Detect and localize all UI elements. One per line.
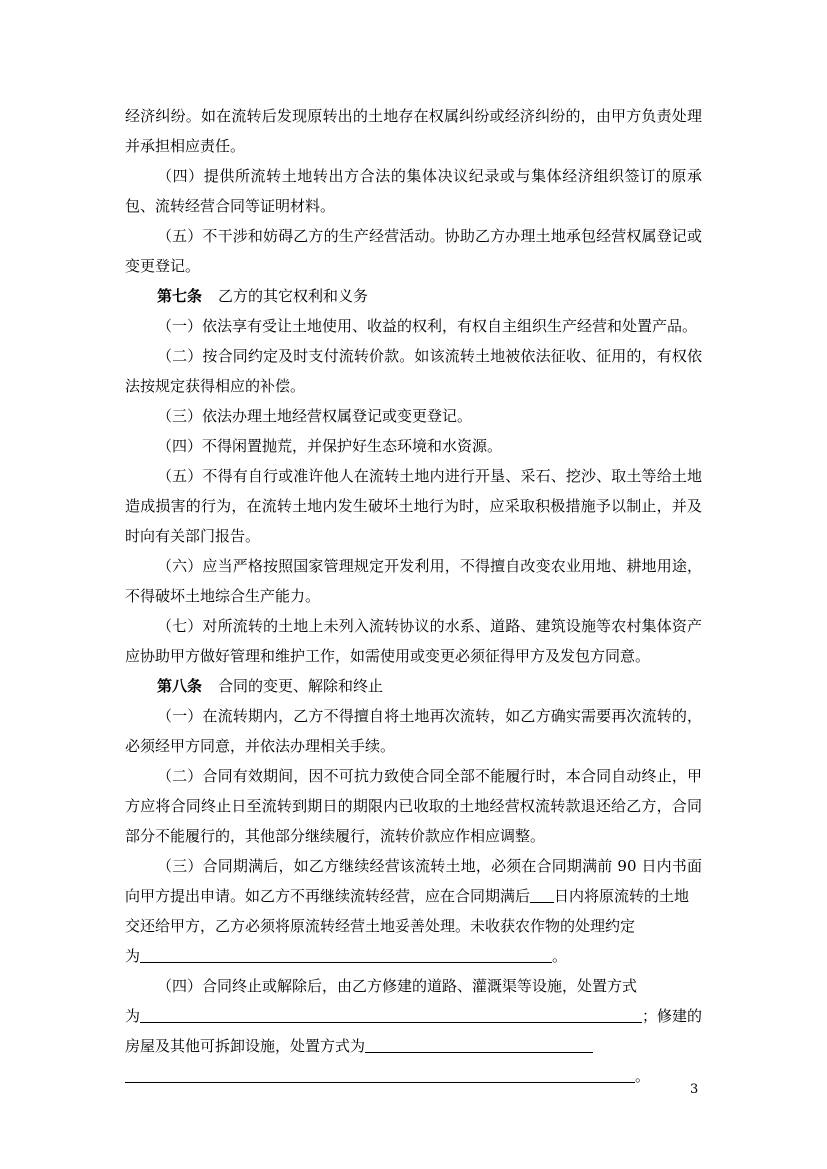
paragraph-line: 应协助甲方做好管理和维护工作，如需使用或变更必须征得甲方及发包方同意。 [125, 647, 651, 665]
line-text: 为 [125, 947, 141, 965]
paragraph-line: 时向有关部门报告。 [125, 527, 261, 545]
article-heading [157, 674, 702, 698]
line-text: 。 [552, 947, 568, 965]
paragraph-line: 方应将合同终止日至流转到期日的期限内已收取的土地经营权流转款退还给乙方，合同 [125, 797, 702, 815]
paragraph-line: 部分不能履行的，其他部分继续履行，流转价款应作相应调整。 [125, 827, 546, 845]
article-number: 第八条 [157, 677, 203, 695]
paragraph-line: （一）在流转期内，乙方不得擅自将土地再次流转，如乙方确实需要再次流转的， [157, 707, 702, 725]
paragraph-line [125, 1004, 702, 1028]
paragraph-line: （四）不得闲置抛荒，并保护好生态环境和水资源。 [157, 437, 503, 455]
paragraph-line: 包、流转经营合同等证明材料。 [125, 197, 336, 215]
article-title: 合同的变更、解除和终止 [218, 677, 384, 695]
days-blank-field[interactable] [530, 886, 554, 903]
paragraph-line [125, 1034, 702, 1058]
line-text: 向甲方提出申请。如乙方不再继续流转经营，应在合同期满后 [125, 887, 531, 905]
paragraph-line: （六）应当严格按照国家管理规定开发利用，不得擅自改变农业用地、耕地用途， [157, 557, 702, 575]
house-disposal-blank-field-continued[interactable] [125, 1066, 635, 1083]
line-text: 日内将原流转的土地 [554, 887, 690, 905]
paragraph-line: 不得破坏土地综合生产能力。 [125, 587, 321, 605]
paragraph-line: （五）不得有自行或准许他人在流转土地内进行开垦、采石、挖沙、取土等给土地 [157, 467, 702, 485]
facility-disposal-blank-field[interactable] [140, 1006, 642, 1023]
paragraph-line: （五）不干涉和妨碍乙方的生产经营活动。协助乙方办理土地承包经营权属登记或 [157, 227, 702, 245]
page-number: 3 [690, 1082, 699, 1097]
paragraph-line: 并承担相应责任。 [125, 137, 246, 155]
paragraph-line: 法按规定获得相应的补偿。 [125, 377, 306, 395]
paragraph-line [125, 1064, 702, 1088]
article-number: 第七条 [157, 287, 203, 305]
paragraph-line: 造成损害的行为，在流转土地内发生破坏土地行为时，应采取积极措施予以制止，并及 [125, 497, 702, 515]
article-title: 乙方的其它权利和义务 [218, 287, 369, 305]
paragraph-line [125, 944, 702, 968]
paragraph-line: （二）按合同约定及时支付流转价款。如该流转土地被依法征收、征用的，有权依 [157, 347, 702, 365]
paragraph-line: （一）依法享有受让土地使用、收益的权利，有权自主组织生产经营和处置产品。 [157, 317, 698, 335]
paragraph-line: （四）提供所流转土地转出方合法的集体决议纪录或与集体经济组织签订的原承 [157, 167, 702, 185]
paragraph-line: （二）合同有效期间，因不可抗力致使合同全部不能履行时，本合同自动终止，甲 [157, 767, 702, 785]
paragraph-line: （四）合同终止或解除后，由乙方修建的道路、灌溉渠等设施，处置方式 [157, 977, 638, 995]
house-disposal-blank-field[interactable] [365, 1036, 593, 1053]
paragraph-line: （三）依法办理土地经营权属登记或变更登记。 [157, 407, 473, 425]
paragraph-line: 经济纠纷。如在流转后发现原转出的土地存在权属纠纷或经济纠纷的，由甲方负责处理 [125, 107, 702, 125]
line-text: 。 [635, 1067, 651, 1085]
line-text: ；修建的 [642, 1007, 702, 1025]
paragraph-line: 必须经甲方同意，并依法办理相关手续。 [125, 737, 396, 755]
line-text: 为 [125, 1007, 141, 1025]
paragraph-line: 交还给甲方，乙方必须将原流转经营土地妥善处理。未收获农作物的处理约定 [125, 917, 636, 935]
paragraph-line: 变更登记。 [125, 257, 201, 275]
article-heading [157, 284, 702, 308]
paragraph-line: （三）合同期满后，如乙方继续经营该流转土地，必须在合同期满前 90 日内书面 [157, 857, 702, 875]
crop-handling-blank-field[interactable] [140, 946, 552, 963]
paragraph-line: （七）对所流转的土地上未列入流转协议的水系、道路、建筑设施等农村集体资产 [157, 617, 702, 635]
paragraph-line [125, 884, 702, 908]
line-text: 房屋及其他可拆卸设施，处置方式为 [125, 1037, 366, 1055]
